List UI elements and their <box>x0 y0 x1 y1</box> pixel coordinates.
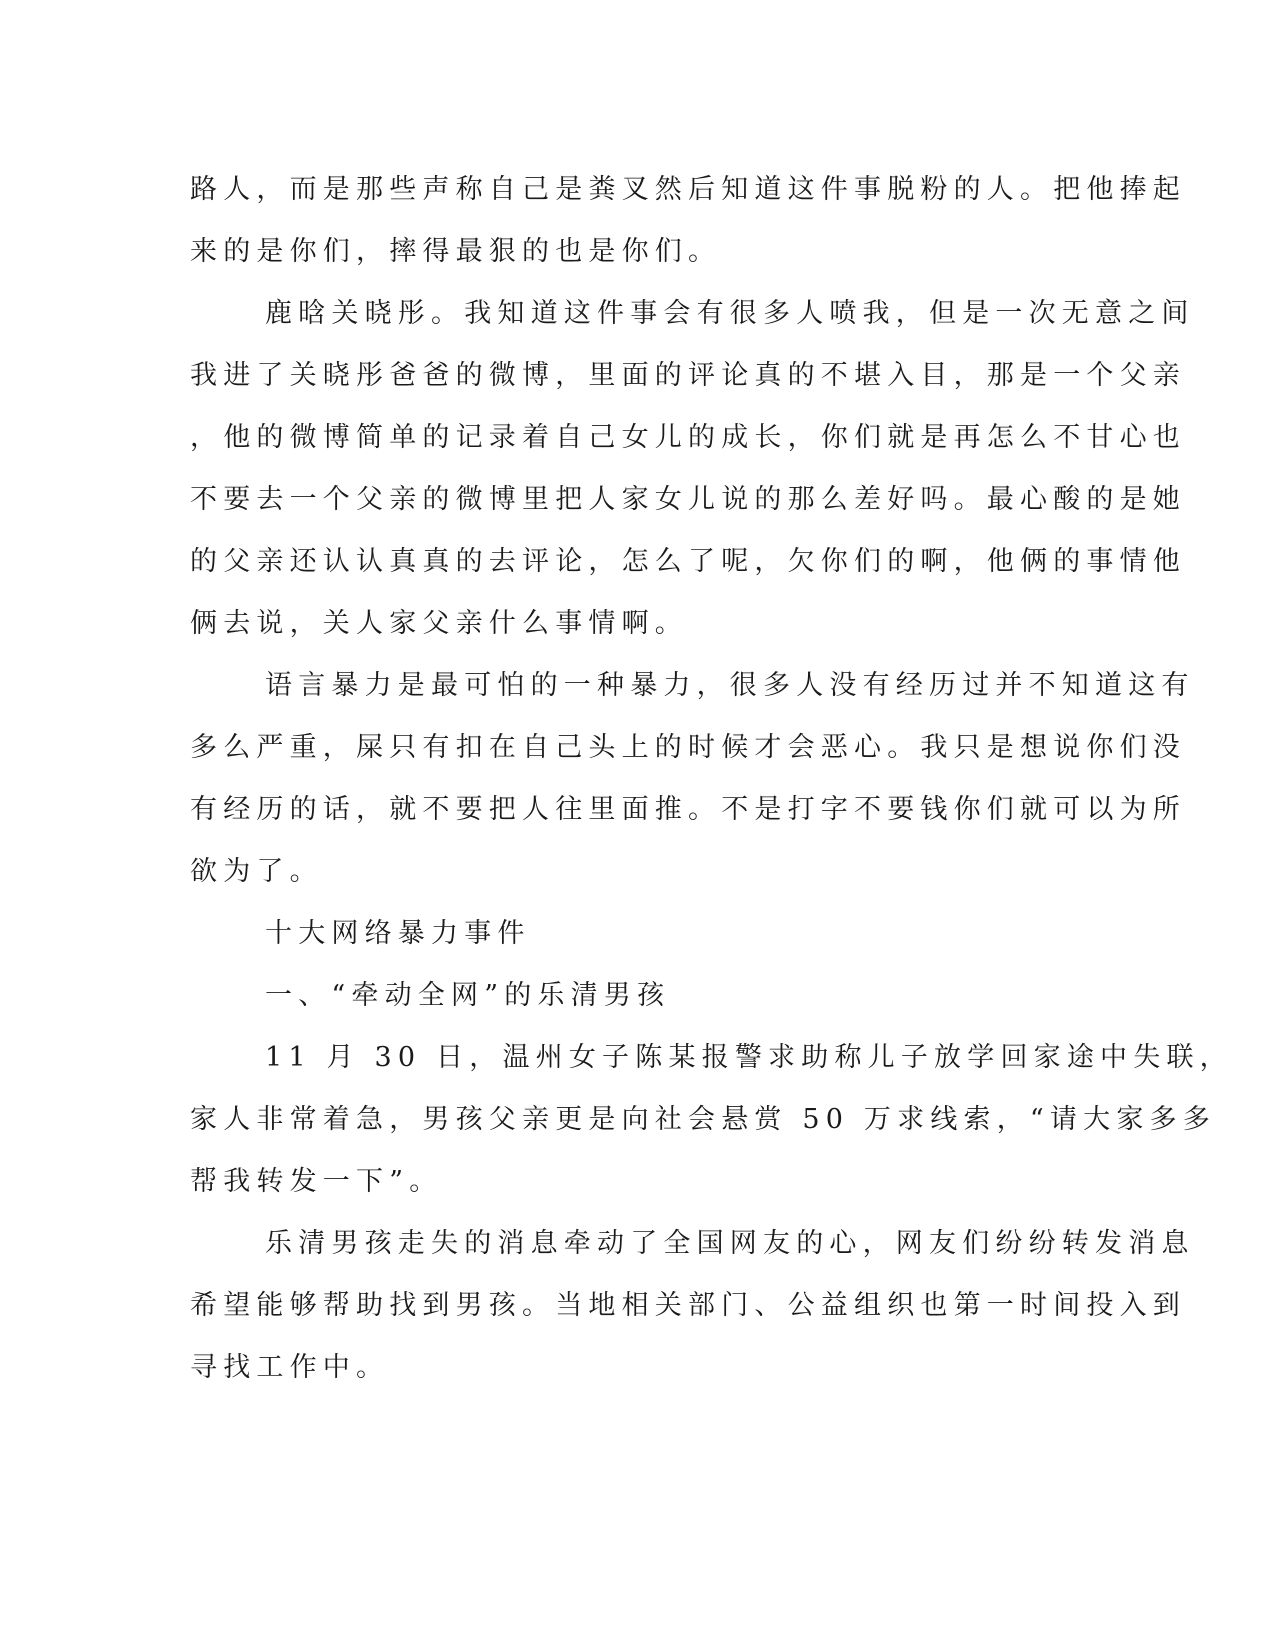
subsection-heading: 一、“牵动全网”的乐清男孩 <box>265 980 671 1011</box>
text-line: 帮我转发一下”。 <box>190 1166 443 1197</box>
text-line: 语言暴力是最可怕的一种暴力，很多人没有经历过并不知道这有 <box>265 670 1195 701</box>
text-line: 欲为了。 <box>190 856 323 887</box>
text-line: 寻找工作中。 <box>190 1352 390 1383</box>
text-line: 俩去说，关人家父亲什么事情啊。 <box>190 608 688 639</box>
text-line: ，他的微博简单的记录着自己女儿的成长，你们就是再怎么不甘心也 <box>190 422 1186 453</box>
text-line: 11 月 30 日，温州女子陈某报警求助称儿子放学回家途中失联， <box>265 1042 1233 1073</box>
text-line: 乐清男孩走失的消息牵动了全国网友的心，网友们纷纷转发消息 <box>265 1228 1195 1259</box>
text-line: 路人，而是那些声称自己是粪叉然后知道这件事脱粉的人。把他捧起 <box>190 174 1186 205</box>
section-heading: 十大网络暴力事件 <box>265 918 531 949</box>
text-line: 鹿晗关晓彤。我知道这件事会有很多人喷我，但是一次无意之间 <box>265 298 1195 329</box>
text-line: 不要去一个父亲的微博里把人家女儿说的那么差好吗。最心酸的是她 <box>190 484 1186 515</box>
text-line: 多么严重，屎只有扣在自己头上的时候才会恶心。我只是想说你们没 <box>190 732 1186 763</box>
text-line: 我进了关晓彤爸爸的微博，里面的评论真的不堪入目，那是一个父亲 <box>190 360 1186 391</box>
text-line: 有经历的话，就不要把人往里面推。不是打字不要钱你们就可以为所 <box>190 794 1186 825</box>
text-line: 来的是你们，摔得最狠的也是你们。 <box>190 236 722 267</box>
text-line: 的父亲还认认真真的去评论，怎么了呢，欠你们的啊，他俩的事情他 <box>190 546 1186 577</box>
text-line: 希望能够帮助找到男孩。当地相关部门、公益组织也第一时间投入到 <box>190 1290 1186 1321</box>
text-line: 家人非常着急，男孩父亲更是向社会悬赏 50 万求线索，“请大家多多 <box>190 1104 1216 1135</box>
